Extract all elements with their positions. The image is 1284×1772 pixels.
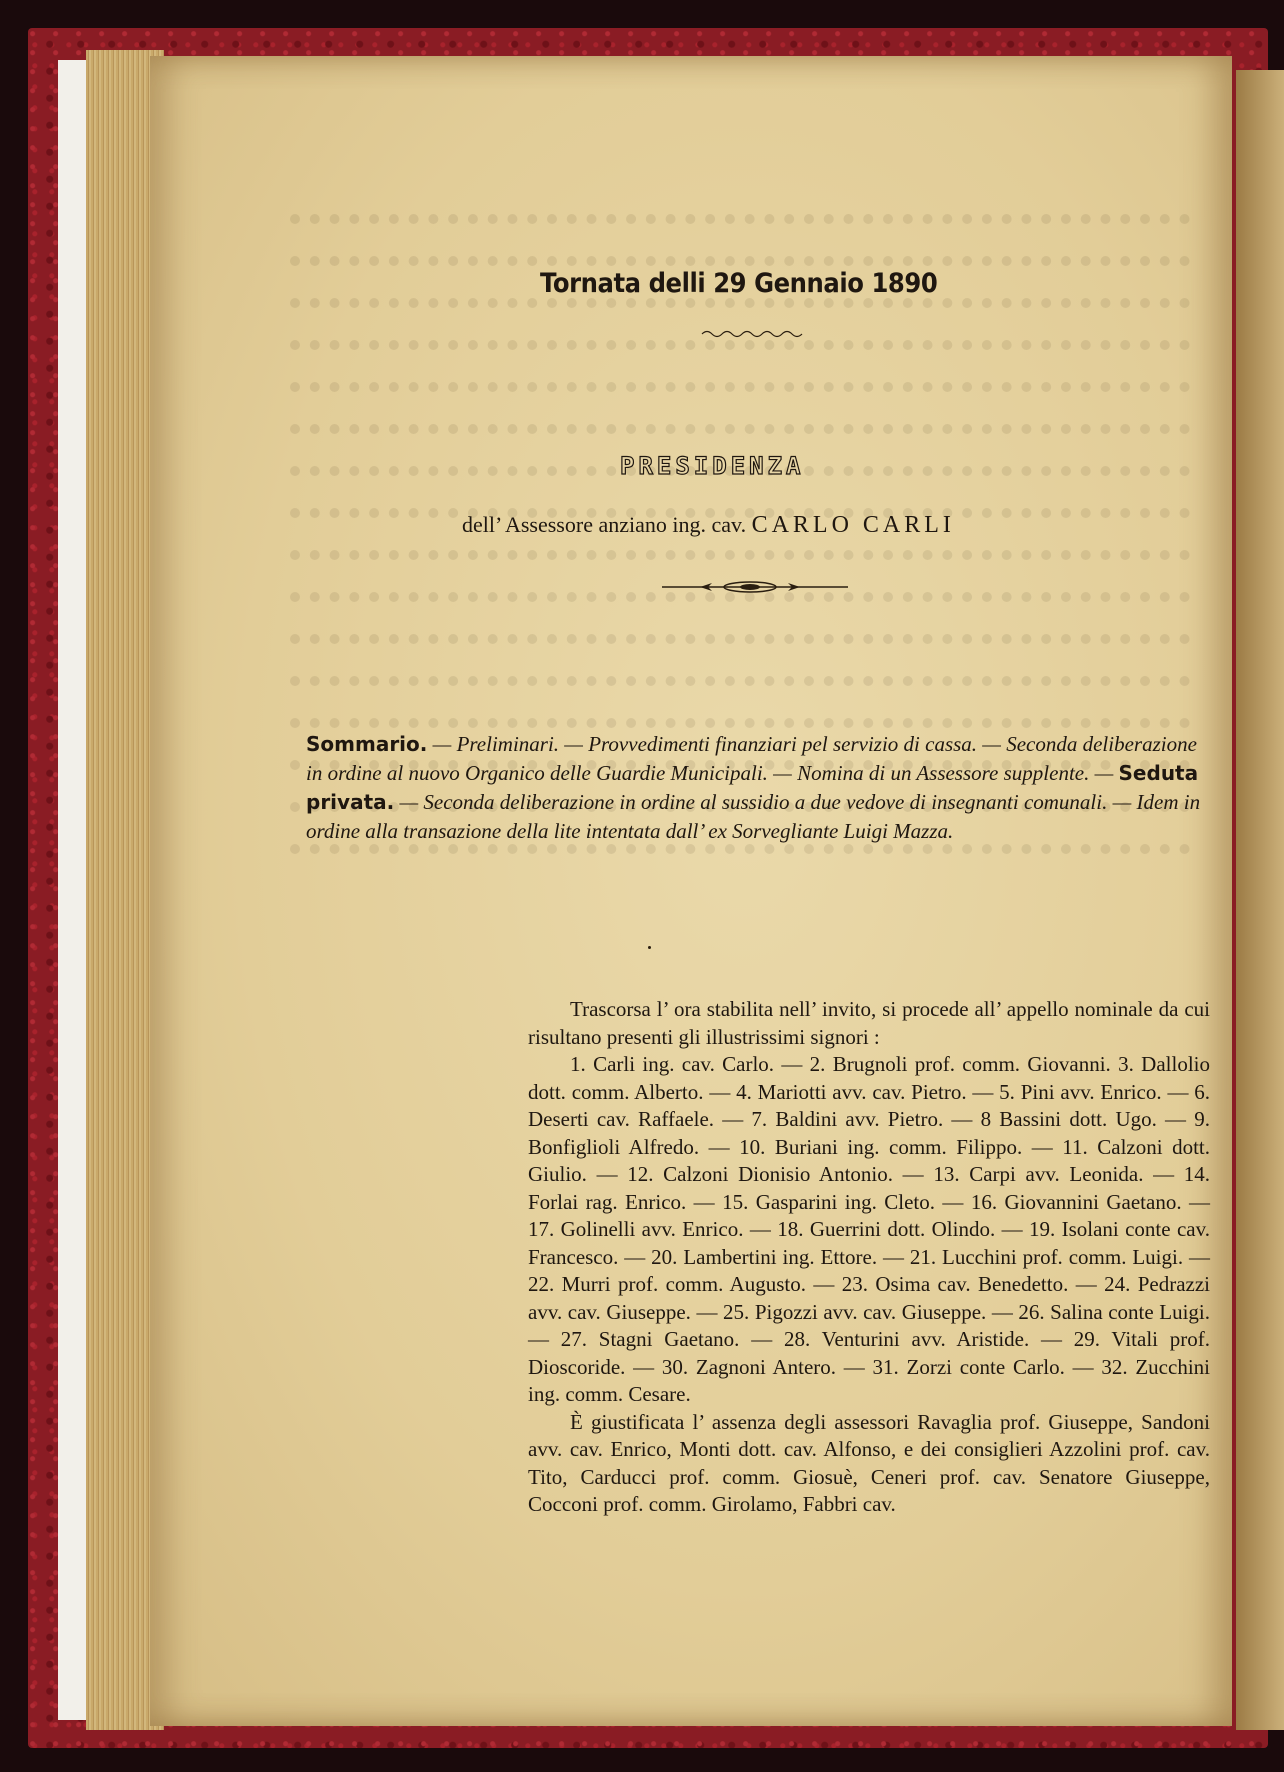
body-text [528,996,1210,1519]
session-title: Tornata delli 29 Gennaio 1890 [540,268,938,299]
summary-text-part2: — Seconda deliberazione in ordine al sussidio a due vedove di insegnanti comunali. — Idem in ordine alla transazione della lite intentata dall’ ex Sorvegliante Luigi Mazza. [306,790,1201,843]
speck [648,946,651,949]
presidency-line [462,512,1082,539]
facing-page-edge [1236,70,1284,1730]
paragraph-absences: È giustificata l’ assenza degli assessori Ravaglia prof. Giuseppe, Sandoni avv. cav. Enrico, Monti dott. cav. Alfonso, e dei consiglieri Azzolini prof. cav. Tito, Carducci prof. comm. Giosuè, Ceneri prof. cav. Senatore Giuseppe, Cocconi prof. comm. Girolamo, Fabbri cav. [528,1409,1210,1516]
summary-block [306,730,1212,846]
paragraph-attendee-list: 1. Carli ing. cav. Carlo. — 2. Brugnoli prof. comm. Giovanni. 3. Dallolio dott. comm. Alberto. — 4. Mariotti avv. cav. Pietro. — 5. Pini avv. Enrico. — 6. Deserti cav. Raffaele. — 7. Baldini avv. Pietro. — 8 Bassini dott. Ugo. — 9. Bonfiglioli Alfredo. — 10. Buriani ing. comm. Filippo. — 11. Calzoni dott. Giulio. — 12. Calzoni Dionisio Antonio. — 13. Carpi avv. Leonida. — 14. Forlai rag. Enrico. — 15. Gasparini ing. Cleto. — 16. Giovannini Gaetano. — 17. Golinelli avv. Enrico. — 18. Guerrini dott. Olindo. — 19. Isolani conte cav. Francesco. — 20. Lambertini ing. Ettore. — 21. Lucchini prof. comm. Luigi. — 22. Murri prof. comm. Augusto. — 23. Osima cav. Benedetto. — 24. Pedrazzi avv. cav. Giuseppe. — 25. Pigozzi avv. cav. Giuseppe. — 26. Salina conte Luigi. — 27. Stagni Gaetano. — 28. Venturini avv. Aristide. — 29. Vitali prof. Dioscoride. — 30. Zagnoni Antero. — 31. Zorzi conte Carlo. — 32. Zucchini ing. comm. Cesare. [528,1052,1210,1406]
title-underline-ornament [700,328,810,340]
divider-ornament [660,576,850,598]
summary-bold-private-session: Seduta privata. [306,761,1199,814]
summary-text-part1: — Preliminari. — Provvedimenti finanziari pel servizio di cassa. — Seconda deliberazione in ordine al nuovo Organico delle Guardie Municipali. — Nomina di un Assessore supplente. — [306,732,1197,785]
presidency-heading: PRESIDENZA [620,452,805,480]
summary-label: Sommario. [306,732,428,756]
presidency-prefix: dell’ Assessore anziano ing. cav. [462,512,747,537]
presidency-name: CARLO CARLI [751,512,955,538]
paragraph-intro: Trascorsa l’ ora stabilita nell’ invito, si procede all’ appello nominale da cui risultano presenti gli illustrissimi signori : [528,997,1210,1049]
